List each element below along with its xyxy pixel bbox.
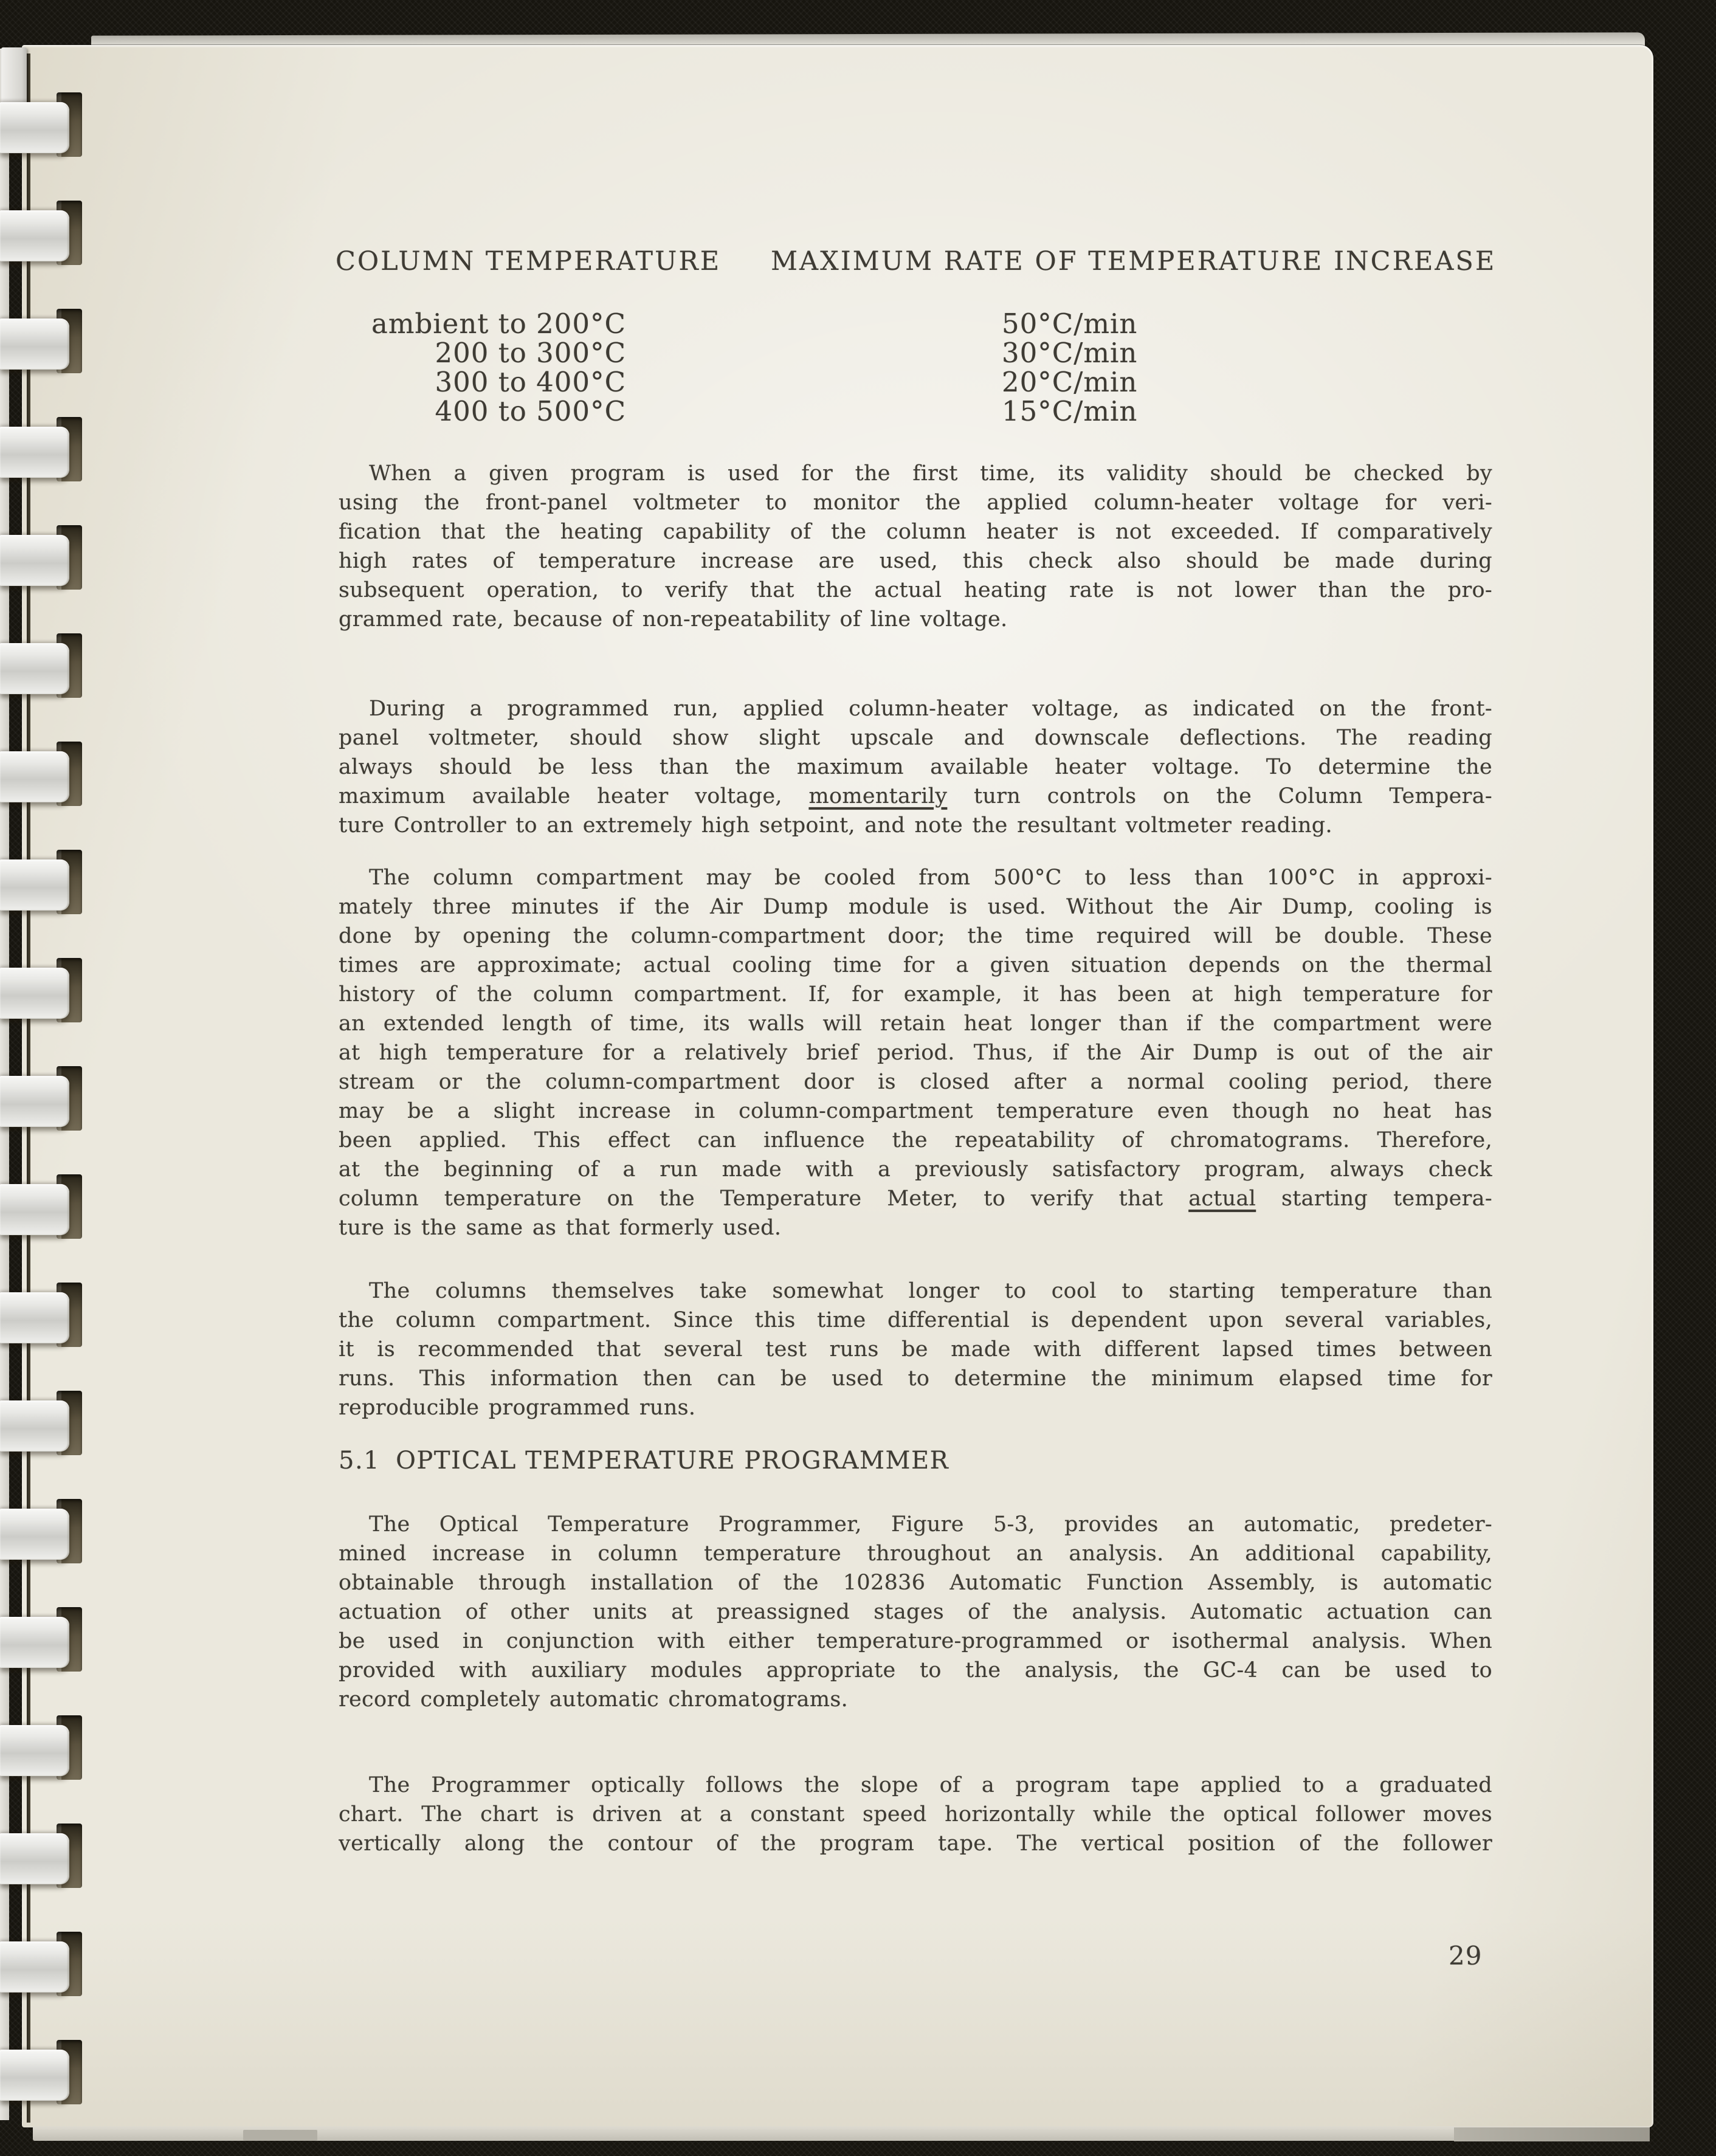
comb-binding-top-segment [1, 47, 27, 106]
comb-strap [0, 1941, 69, 1992]
comb-strap [0, 2050, 69, 2101]
text-line: be used in conjunction with either temperature-programmed or isothermal analysis. When [339, 1629, 1492, 1653]
text-line: using the front-panel voltmeter to monitor the applied column-heater voltage for veri- [339, 491, 1492, 515]
text-line: provided with auxiliary modules appropriate to the analysis, the GC-4 can be used to [339, 1658, 1492, 1682]
text-line: vertically along the contour of the program tape. The vertical position of the follower [339, 1831, 1492, 1856]
text-line: subsequent operation, to verify that the actual heating rate is not lower than the pro- [339, 578, 1492, 602]
rate-table-header-max-rate: MAXIMUM RATE OF TEMPERATURE INCREASE [771, 246, 1497, 277]
comb-strap [0, 1725, 69, 1776]
comb-strap [0, 1509, 69, 1560]
text-line: reproducible programmed runs. [339, 1396, 696, 1420]
text-line: chart. The chart is driven at a constant speed horizontally while the optical follower moves [339, 1802, 1492, 1827]
text-line: mately three minutes if the Air Dump module is used. Without the Air Dump, cooling is [339, 895, 1492, 919]
comb-strap [0, 102, 69, 153]
text-line: it is recommended that several test runs be made with different lapsed times between [339, 1337, 1492, 1362]
text-line: panel voltmeter, should show slight upscale and downscale deflections. The reading [339, 726, 1492, 750]
text-line: ture is the same as that formerly used. [339, 1216, 782, 1240]
comb-strap [0, 751, 69, 802]
rate-table-row-range: 200 to 300°C [435, 337, 626, 369]
paragraph-column-compartment-cooling [339, 863, 1492, 1242]
text-line: stream or the column-compartment door is closed after a normal cooling period, there [339, 1070, 1492, 1094]
text-line: The column compartment may be cooled from 500°C to less than 100°C in approxi- [369, 866, 1492, 890]
text-line: maximum available heater voltage, momentarily turn controls on the Column Tempera- [339, 784, 1492, 808]
text-line: When a given program is used for the first time, its validity should be checked by [369, 461, 1492, 486]
paragraph-columns-cooling-time [339, 1276, 1492, 1422]
text-line: actuation of other units at preassigned stages of the analysis. Automatic actuation can [339, 1600, 1492, 1624]
text-line: mined increase in column temperature throughout an analysis. An additional capability, [339, 1541, 1492, 1566]
text-line: at high temperature for a relatively brief period. Thus, if the Air Dump is out of the air [339, 1041, 1492, 1065]
page-number: 29 [1449, 1941, 1483, 1971]
rate-table-row-rate: 50°C/min [1002, 308, 1138, 340]
rate-table-row-range: 300 to 400°C [435, 366, 626, 398]
underlying-page-tab [243, 2130, 317, 2141]
paragraph-programmed-run-voltage [339, 694, 1492, 840]
text-line: column temperature on the Temperature Meter, to verify that actual starting tempera- [339, 1186, 1492, 1211]
text-line: obtainable through installation of the 102836 Automatic Function Assembly, is automatic [339, 1571, 1492, 1595]
rate-table-row-range: ambient to 200°C [371, 308, 626, 340]
paragraph-programmer-optical-follower [339, 1771, 1492, 1858]
comb-strap [0, 1617, 69, 1668]
comb-strap [0, 1400, 69, 1452]
comb-strap [0, 210, 69, 261]
rate-table-row-rate: 30°C/min [1002, 337, 1138, 369]
section-title: OPTICAL TEMPERATURE PROGRAMMER [396, 1447, 949, 1475]
text-line: been applied. This effect can influence the repeatability of chromatograms. Therefore, [339, 1128, 1492, 1152]
text-line: history of the column compartment. If, for example, it has been at high temperature for [339, 982, 1492, 1007]
text-line: always should be less than the maximum available heater voltage. To determine the [339, 755, 1492, 779]
rate-table-row-rate: 15°C/min [1002, 395, 1138, 427]
text-line: done by opening the column-compartment door; the time required will be double. These [339, 924, 1492, 948]
section-heading [339, 1447, 949, 1475]
section-number: 5.1 [339, 1447, 381, 1475]
text-line: fication that the heating capability of the column heater is not exceeded. If comparatively [339, 520, 1492, 544]
text-line: times are approximate; actual cooling time for a given situation depends on the thermal [339, 953, 1492, 977]
text-line: record completely automatic chromatograms. [339, 1687, 849, 1712]
rate-table-header-column-temperature: COLUMN TEMPERATURE [336, 246, 722, 277]
underlying-pages-bottom-right-edge [1454, 2127, 1650, 2141]
text-line: The columns themselves take somewhat longer to cool to starting temperature than [369, 1279, 1492, 1303]
comb-strap [0, 1184, 69, 1235]
text-line: at the beginning of a run made with a previously satisfactory program, always check [339, 1157, 1492, 1182]
comb-strap [0, 859, 69, 911]
comb-strap [0, 1076, 69, 1127]
paragraph-optical-programmer-intro [339, 1510, 1492, 1714]
text-line: the column compartment. Since this time differential is dependent upon several variables, [339, 1308, 1492, 1332]
text-line: an extended length of time, its walls will retain heat longer than if the compartment were [339, 1011, 1492, 1036]
rate-table-row-range: 400 to 500°C [435, 395, 626, 427]
rate-table-row-rate: 20°C/min [1002, 366, 1138, 398]
comb-strap [0, 1292, 69, 1343]
comb-strap [0, 968, 69, 1019]
text-line: The Programmer optically follows the slope of a program tape applied to a graduated [369, 1773, 1492, 1797]
text-line: runs. This information then can be used to determine the minimum elapsed time for [339, 1366, 1492, 1391]
paragraph-program-validity-check [339, 459, 1492, 634]
text-line: During a programmed run, applied column-heater voltage, as indicated on the front- [369, 697, 1492, 721]
comb-strap [0, 427, 69, 478]
comb-strap [0, 535, 69, 586]
text-line: ture Controller to an extremely high setpoint, and note the resultant voltmeter reading. [339, 813, 1332, 838]
text-line: high rates of temperature increase are used, this check also should be made during [339, 549, 1492, 573]
comb-strap [0, 1833, 69, 1884]
text-line: may be a slight increase in column-compartment temperature even though no heat has [339, 1099, 1492, 1123]
comb-strap [0, 319, 69, 370]
text-line: The Optical Temperature Programmer, Figure 5-3, provides an automatic, predeter- [369, 1512, 1492, 1537]
comb-strap [0, 643, 69, 694]
text-line: grammed rate, because of non-repeatability of line voltage. [339, 607, 1008, 632]
